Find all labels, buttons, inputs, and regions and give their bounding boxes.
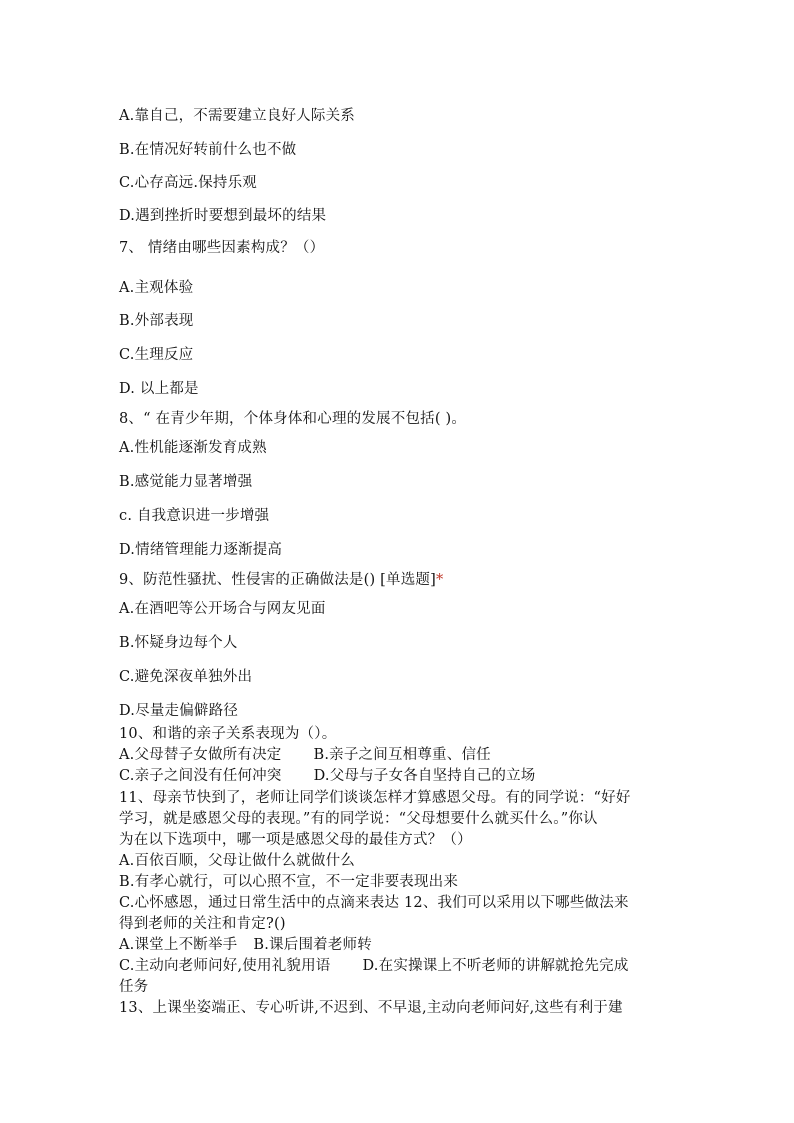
q10-stem: 10、和谐的亲子关系表现为（）。	[119, 726, 337, 742]
q12-options-row-1	[119, 935, 372, 955]
q6-option-c: C.心存高远.保持乐观	[119, 175, 257, 191]
q6-option-d: D.遇到挫折时要想到最坏的结果	[119, 208, 327, 224]
q8-option-d: D.情绪管理能力逐渐提高	[119, 542, 283, 558]
q9-option-a: A.在酒吧等公开场合与网友见面	[119, 601, 326, 617]
q8-option-c: c. 自我意识进一步增强	[119, 508, 270, 524]
q7-option-b: B.外部表现	[119, 313, 194, 329]
q7-option-a: A.主观体验	[119, 280, 194, 296]
q12-options-row-2	[119, 956, 629, 976]
q11-stem-line-2: 学习，就是感恩父母的表现。”有的同学说：“父母想要什么就买什么。”你认	[119, 811, 598, 827]
q6-option-a: A.靠自己，不需要建立良好人际关系	[119, 108, 355, 124]
q11-option-b: B.有孝心就行，可以心照不宣，不一定非要表现出来	[119, 874, 459, 890]
q12-option-b: B.课后围着老师转	[253, 937, 372, 953]
q7-option-c: C.生理反应	[119, 347, 194, 363]
q8-option-a: A.性机能逐渐发育成熟	[119, 440, 267, 456]
q12-option-d-line-2: 任务	[119, 979, 149, 995]
q8-stem: 8、“ 在青少年期，个体身体和心理的发展不包括( )。	[119, 411, 467, 427]
q11-stem-line-1: 11、母亲节快到了，老师让同学们谈谈怎样才算感恩父母。有的同学说：“好好	[119, 790, 631, 806]
q9-stem: 9、防范性骚扰、性侵害的正确做法是() [单选题]	[119, 572, 436, 588]
required-mark: *	[435, 572, 444, 588]
q7-stem: 7、 情绪由哪些因素构成？（）	[119, 240, 325, 256]
q10-option-d: D.父母与子女各自坚持自己的立场	[313, 768, 536, 784]
q10-option-b: B.亲子之间互相尊重、信任	[313, 747, 491, 763]
q10-option-a: A.父母替子女做所有决定	[119, 747, 282, 763]
q12-option-d: D.在实操课上不听老师的讲解就抢先完成	[362, 958, 629, 974]
q9-option-c: C.避免深夜单独外出	[119, 669, 253, 685]
q9-stem-line	[119, 570, 443, 590]
q12-option-c: C.主动向老师问好,使用礼貌用语	[119, 958, 331, 974]
q6-option-b: B.在情况好转前什么也不做	[119, 142, 297, 158]
q12-option-a: A.课堂上不断举手	[119, 937, 238, 953]
q10-options-row-2	[119, 766, 536, 786]
q11-option-c-line-1: C.心怀感恩，通过日常生活中的点滴来表达 12、我们可以采用以下哪些做法来	[119, 895, 629, 911]
q8-option-b: B.感觉能力显著增强	[119, 474, 253, 490]
q11-option-c-line-2: 得到老师的关注和肯定?()	[119, 916, 286, 932]
q11-option-a: A.百依百顺，父母让做什么就做什么	[119, 853, 355, 869]
q7-option-d: D. 以上都是	[119, 381, 199, 397]
q9-option-b: B.怀疑身边每个人	[119, 635, 238, 651]
q10-options-row-1	[119, 745, 491, 765]
q11-stem-line-3: 为在以下选项中，哪一项是感恩父母的最佳方式？（）	[119, 832, 472, 848]
q10-option-c: C.亲子之间没有任何冲突	[119, 768, 282, 784]
q13-stem: 13、上课坐姿端正、专心听讲,不迟到、不早退,主动向老师问好,这些有利于建	[119, 1000, 623, 1016]
q9-option-d: D.尽量走偏僻路径	[119, 703, 239, 719]
